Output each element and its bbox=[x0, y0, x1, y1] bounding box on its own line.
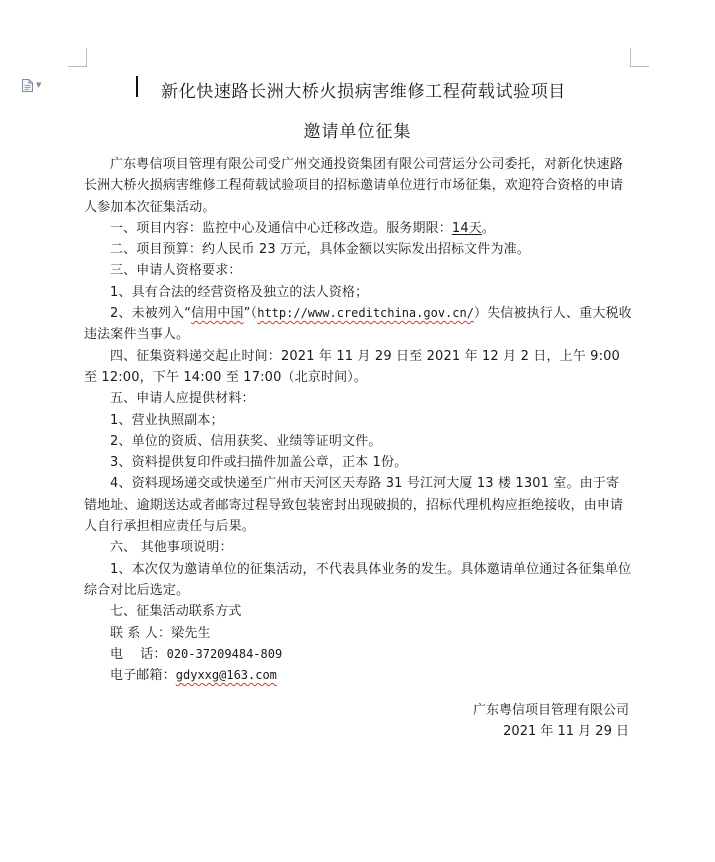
service-duration: 14天 bbox=[451, 220, 482, 236]
signature-date: 2021 年 11 月 29 日 bbox=[503, 724, 629, 740]
chevron-down-icon: ▼ bbox=[36, 81, 42, 89]
email-label: 电子邮箱： bbox=[110, 668, 176, 684]
item-materials-heading: 五、申请人应提供材料： bbox=[110, 391, 255, 407]
email-row bbox=[84, 665, 632, 686]
contact-person-row bbox=[84, 623, 632, 644]
item-other-heading: 六、 其他事项说明： bbox=[110, 540, 233, 556]
spellcheck-underline: 信用中国 bbox=[191, 306, 244, 322]
item-project-budget: 二、项目预算：约人民币 23 万元，具体金额以实际发出招标文件为准。 bbox=[110, 242, 530, 258]
item-materials-2: 2、单位的资质、信用获奖、业绩等证明文件。 bbox=[110, 433, 382, 449]
item-qualification-2: 2、未被列入“信用中国”（http://www.creditchina.gov.cn/）失信被执行人、重大税收违法案件当事人。 bbox=[84, 306, 632, 343]
item-other-1: 1、本次仅为邀请单位的征集活动，不代表具体业务的发生。具体邀请单位通过各征集单位综合对比后选定。 bbox=[84, 561, 632, 598]
item-qualification-heading: 三、申请人资格要求： bbox=[110, 263, 242, 279]
contact-person-value: 梁先生 bbox=[171, 625, 211, 641]
item-project-content: 一、项目内容：监控中心及通信中心迁移改造。服务期限：14天。 bbox=[110, 220, 496, 236]
item-materials-3: 3、资料提供复印件或扫描件加盖公章，正本 1份。 bbox=[110, 455, 408, 471]
contact-person-label: 联 系 人： bbox=[110, 625, 172, 641]
document-subtitle: 邀请单位征集 bbox=[303, 122, 412, 142]
signature-company: 广东粤信项目管理有限公司 bbox=[472, 703, 629, 718]
item-materials-4: 4、资料现场递交或快递至广州市天河区天寿路 31 号江河大厦 13 楼 1301 室。由于寄错地址、逾期送达或者邮寄过程导致包装密封出现破损的，招标代理机构应拒绝接收，由申请人自行承担相应责任与后果。 bbox=[84, 476, 624, 535]
item-qualification-1: 1、具有合法的经营资格及独立的法人资格； bbox=[110, 284, 369, 300]
item-materials-1: 1、营业执照副本； bbox=[110, 412, 224, 428]
phone-value: 020-37209484-809 bbox=[166, 646, 283, 661]
document-title: 新化快速路长洲大桥火损病害维修工程荷载试验项目 bbox=[161, 82, 566, 102]
item-contact-heading: 七、征集活动联系方式 bbox=[110, 604, 242, 620]
item-submission-time: 四、征集资料递交起止时间：2021 年 11 月 29 日至 2021 年 12 月 2 日，上午 9:00 至 12:00，下午 14:00 至 17:00（北京时间）。 bbox=[84, 348, 620, 385]
page-corner-mark-top-right bbox=[630, 48, 649, 67]
phone-row bbox=[84, 644, 632, 665]
phone-label: 电 话： bbox=[110, 646, 167, 662]
document-body[interactable] bbox=[84, 154, 632, 686]
signature-block bbox=[473, 700, 629, 743]
intro-paragraph: 广东粤信项目管理有限公司受广州交通投资集团有限公司营运分公司委托，对新化快速路长洲大桥火损病害维修工程荷载试验项目的招标邀请单位进行市场征集，欢迎符合资格的申请人参加本次征集活动。 bbox=[84, 157, 624, 215]
page-corner-mark-top-left bbox=[68, 48, 87, 67]
creditchina-link[interactable]: http://www.creditchina.gov.cn/ bbox=[257, 306, 474, 321]
email-link[interactable]: gdyxxg@163.com bbox=[175, 668, 277, 683]
